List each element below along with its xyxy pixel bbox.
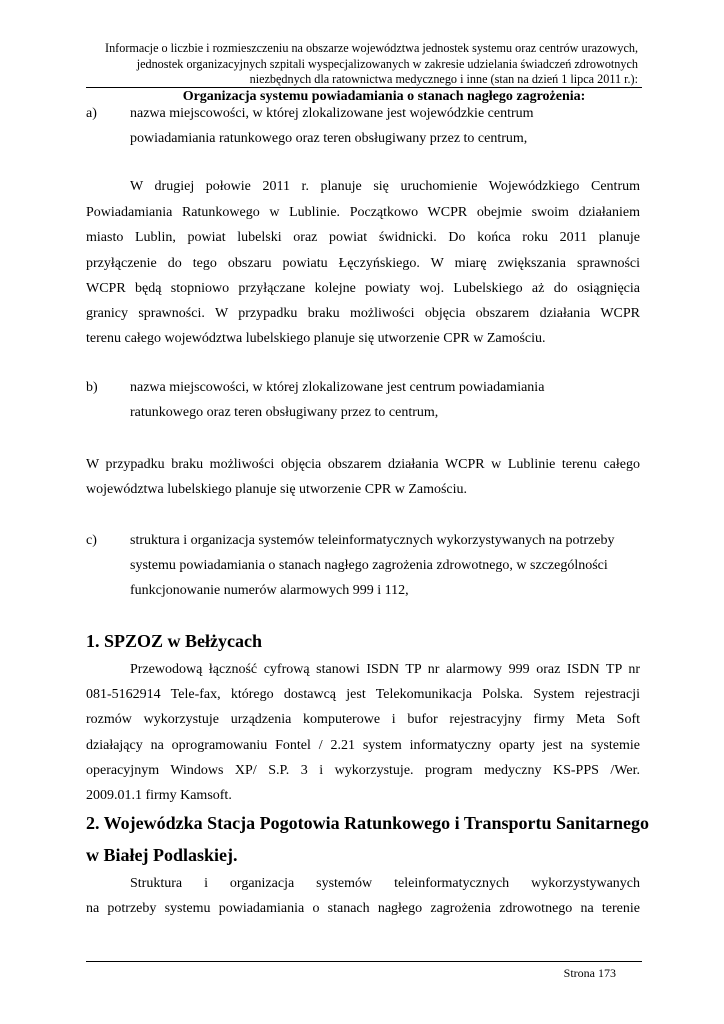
- para1-line: Powiadamiania Ratunkowego w Lublinie. Początkowo WCPR obejmie swoim działaniem: [86, 205, 640, 220]
- para2-line: województwa lubelskiego planuje się utworzenie CPR w Zamościu.: [86, 482, 468, 497]
- running-header: [78, 41, 638, 88]
- para4-line: Struktura i organizacja systemów teleinformatycznych wykorzystywanych: [130, 876, 640, 891]
- para4-line: na potrzeby systemu powiadamiania o stanach nagłego zagrożenia zdrowotnego na terenie: [86, 901, 640, 916]
- header-rule: [86, 87, 642, 88]
- para1-line: WCPR będą stopniowo przyłączane kolejne powiaty woj. Lubelskiego aż do osiągnięcia: [86, 281, 640, 296]
- list-marker-b: b): [86, 380, 98, 395]
- footer-rule: [86, 961, 642, 962]
- para3-line: działający na oprogramowaniu Fontel / 2.21 system informatyczny oparty jest na systemie: [86, 738, 640, 753]
- heading-spzoz-belzyce: 1. SPZOZ w Bełżycach: [86, 631, 262, 651]
- item-a-line: powiadamiania ratunkowego oraz teren obsługiwany przez to centrum,: [130, 131, 528, 146]
- list-marker-a: a): [86, 106, 97, 121]
- para1-line: W drugiej połowie 2011 r. planuje się uruchomienie Wojewódzkiego Centrum: [130, 179, 640, 194]
- para3-line: rozmów wykorzystuje urządzenia komputerowe i bufor rejestracyjny firmy Meta Soft: [86, 712, 640, 727]
- header-line: Informacje o liczbie i rozmieszczeniu na obszarze województwa jednostek systemu oraz centrów urazowych,: [105, 41, 638, 55]
- item-a-line: nazwa miejscowości, w której zlokalizowane jest wojewódzkie centrum: [130, 106, 534, 121]
- item-b-line: nazwa miejscowości, w której zlokalizowane jest centrum powiadamiania: [130, 380, 545, 395]
- para2-line: W przypadku braku możliwości objęcia obszarem działania WCPR w Lublinie terenu całego: [86, 457, 640, 472]
- para1-line: przyłączenie do tego obszaru powiatu Łęczyńskiego. W miarę zwiększania sprawności: [86, 256, 640, 271]
- para3-line: 2009.01.1 firmy Kamsoft.: [86, 788, 232, 803]
- header-line: niezbędnych dla ratownictwa medycznego i inne (stan na dzień 1 lipca 2011 r.):: [249, 72, 638, 87]
- item-b-line: ratunkowego oraz teren obsługiwany przez to centrum,: [130, 405, 439, 420]
- page-number: Strona 173: [563, 966, 616, 980]
- para1-line: miasto Lublin, powiat lubelski oraz powiat świdnicki. Do końca roku 2011 planuje: [86, 230, 640, 245]
- para1-line: terenu całego województwa lubelskiego planuje się utworzenie CPR w Zamościu.: [86, 331, 546, 346]
- para3-line: 081-5162914 Tele-fax, którego dostawcą jest Telekomunikacja Polska. System rejestracji: [86, 687, 640, 702]
- heading-wsprits-biala-podlaska: 2. Wojewódzka Stacja Pogotowia Ratunkowego i Transportu Sanitarnego: [86, 813, 650, 833]
- item-c-line: systemu powiadamiania o stanach nagłego zagrożenia zdrowotnego, w szczególności: [130, 558, 608, 573]
- para3-line: Przewodową łączność cyfrową stanowi ISDN TP nr alarmowy 999 oraz ISDN TP nr: [130, 662, 640, 677]
- para3-line: operacyjnym Windows XP/ S.P. 3 i wykorzystuje. program medyczny KS-PPS /Wer.: [86, 763, 640, 778]
- item-c-line: struktura i organizacja systemów teleinformatycznych wykorzystywanych na potrzeby: [130, 533, 615, 548]
- list-marker-c: c): [86, 533, 97, 548]
- section-title: Organizacja systemu powiadamiania o stanach nagłego zagrożenia:: [182, 89, 586, 104]
- heading-wsprits-biala-podlaska-cont: w Białej Podlaskiej.: [86, 845, 238, 865]
- item-c-line: funkcjonowanie numerów alarmowych 999 i 112,: [130, 583, 409, 598]
- header-line: jednostek organizacyjnych szpitali wyspecjalizowanych w zakresie udzielania świadczeń zdrowotnych: [136, 56, 638, 71]
- para1-line: granicy sprawności. W przypadku braku możliwości objęcia obszarem działania WCPR: [86, 306, 640, 321]
